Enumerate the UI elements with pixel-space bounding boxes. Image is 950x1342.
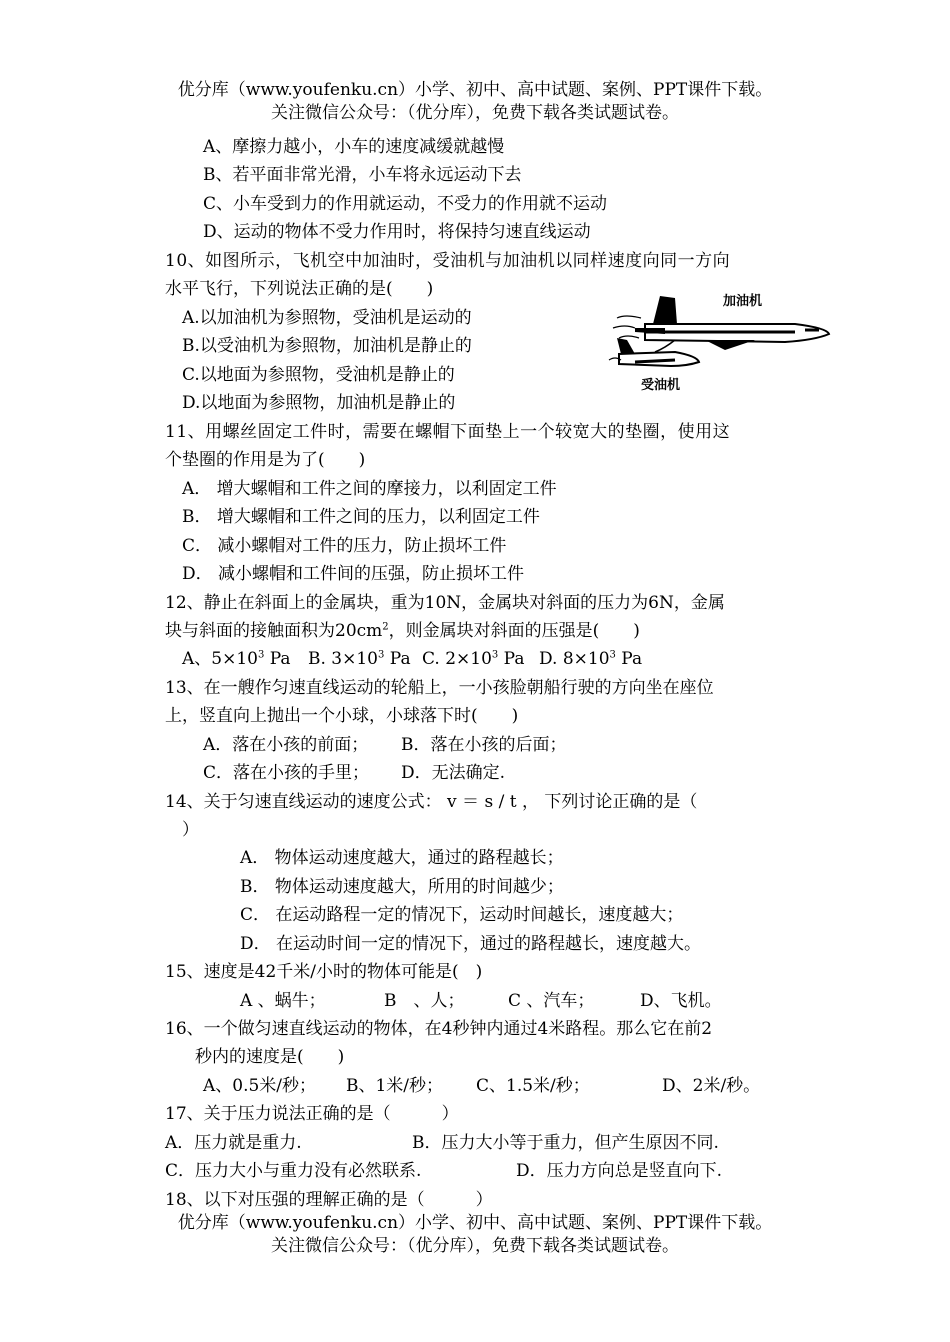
q15-option-c: C 、汽车；: [508, 991, 595, 1011]
q10-option-c: C.以地面为参照物，受油机是静止的: [182, 365, 455, 385]
q14-option-b: B． 物体运动速度越大，所用的时间越少；: [240, 877, 564, 897]
page-header-line2: 关注微信公众号：（优分库），免费下载各类试题试卷。: [271, 103, 679, 123]
q11-option-c: C． 减小螺帽对工件的压力，防止损坏工件: [182, 536, 507, 556]
page-footer-line2: 关注微信公众号：（优分库），免费下载各类试题试卷。: [271, 1236, 679, 1256]
q17-option-c: C．压力大小与重力没有必然联系.: [165, 1161, 422, 1181]
q9-option-d: D、运动的物体不受力作用时，将保持匀速直线运动: [203, 222, 591, 242]
q16-stem-line2: 秒内的速度是( ): [195, 1047, 345, 1067]
page-header-line1: 优分库（www.youfenku.cn）小学、初中、高中试题、案例、PPT课件下载。: [177, 80, 773, 100]
q11-stem-line2: 个垫圈的作用是为了( ): [165, 450, 366, 470]
q15-option-d: D、飞机。: [640, 991, 722, 1011]
q16-option-d: D、2米/秒。: [662, 1076, 761, 1096]
q17-option-b: B．压力大小等于重力，但产生原因不同.: [412, 1133, 719, 1153]
q17-stem: 17、关于压力说法正确的是（ ）: [165, 1104, 459, 1124]
q10-option-d: D.以地面为参照物，加油机是静止的: [182, 393, 456, 413]
q11-option-b: B． 增大螺帽和工件之间的压力，以利固定工件: [182, 507, 540, 527]
q12-option-b: B. $3\times 10^3$ Pa: [308, 649, 411, 669]
q13-option-c: C．落在小孩的手里；: [203, 763, 370, 783]
q11-option-d: D． 减小螺帽和工件间的压强，防止损坏工件: [182, 564, 525, 584]
q14-option-a: A． 物体运动速度越大，通过的路程越长；: [240, 848, 564, 868]
q12-option-a: A、$5\times 10^3$ Pa: [182, 649, 291, 669]
q14-option-d: D． 在运动时间一定的情况下，通过的路程越长，速度越大。: [240, 934, 702, 954]
q13-stem-line1: 13、在一艘作匀速直线运动的轮船上，一小孩脸朝船行驶的方向坐在座位: [165, 678, 714, 698]
q12-option-d: D. $8\times 10^3$ Pa: [539, 649, 643, 669]
q18-stem: 18、以下对压强的理解正确的是（ ）: [165, 1190, 493, 1210]
q10-option-a: A.以加油机为参照物，受油机是运动的: [182, 308, 472, 328]
q14-option-c: C． 在运动路程一定的情况下，运动时间越长，速度越大；: [240, 905, 684, 925]
q17-option-d: D．压力方向总是竖直向下.: [516, 1161, 723, 1181]
q16-stem-line1: 16、一个做匀速直线运动的物体，在4秒钟内通过4米路程。那么它在前2: [165, 1019, 713, 1039]
q11-stem-line1: 11、用螺丝固定工件时，需要在螺帽下面垫上一个较宽大的垫圈，使用这: [165, 422, 731, 442]
q9-option-a: A、摩擦力越小，小车的速度减缓就越慢: [203, 137, 505, 157]
tanker-label: 加油机: [723, 294, 763, 309]
q10-stem-line1: 10、如图所示，飞机空中加油时，受油机与加油机以同样速度向同一方向: [165, 251, 731, 271]
q14-stem-line1: 14、关于匀速直线运动的速度公式： v ＝ s / t ， 下列讨论正确的是（: [165, 792, 698, 812]
q15-stem: 15、速度是42千米/小时的物体可能是( ): [165, 962, 483, 982]
q13-option-b: B．落在小孩的后面；: [401, 735, 567, 755]
q12-stem-line1: 12、静止在斜面上的金属块，重为10N，金属块对斜面的压力为6N，金属: [165, 593, 725, 613]
receiver-label: 受油机: [641, 378, 681, 393]
q9-option-b: B、若平面非常光滑，小车将永远运动下去: [203, 165, 522, 185]
tanker-plane-icon: [613, 296, 829, 350]
q12-option-c: C. $2\times 10^3$ Pa: [422, 649, 525, 669]
q17-option-a: A．压力就是重力.: [165, 1133, 302, 1153]
receiver-plane-icon: [609, 338, 699, 366]
q15-option-b: B 、人；: [384, 991, 465, 1011]
q13-stem-line2: 上，竖直向上抛出一个小球，小球落下时( ): [165, 706, 519, 726]
q13-option-a: A．落在小孩的前面；: [203, 735, 369, 755]
refueling-aircraft-figure: [605, 288, 835, 398]
q10-stem-line2: 水平飞行，下列说法正确的是( ): [165, 279, 434, 299]
q10-option-b: B.以受油机为参照物，加油机是静止的: [182, 336, 472, 356]
q12-stem-line2: 块与斜面的接触面积为$20cm^2$，则金属块对斜面的压强是( ): [165, 621, 640, 641]
q16-option-a: A、0.5米/秒；: [203, 1076, 317, 1096]
q16-option-c: C、1.5米/秒；: [476, 1076, 590, 1096]
q13-option-d: D．无法确定.: [401, 763, 506, 783]
q14-stem-line2: ）: [182, 820, 199, 840]
page-footer-line1: 优分库（www.youfenku.cn）小学、初中、高中试题、案例、PPT课件下载。: [177, 1213, 773, 1233]
q15-option-a: A 、蜗牛；: [240, 991, 326, 1011]
q9-option-c: C、小车受到力的作用就运动，不受力的作用就不运动: [203, 194, 608, 214]
q11-option-a: A． 增大螺帽和工件之间的摩接力，以利固定工件: [182, 479, 557, 499]
q16-option-b: B、1米/秒；: [346, 1076, 444, 1096]
